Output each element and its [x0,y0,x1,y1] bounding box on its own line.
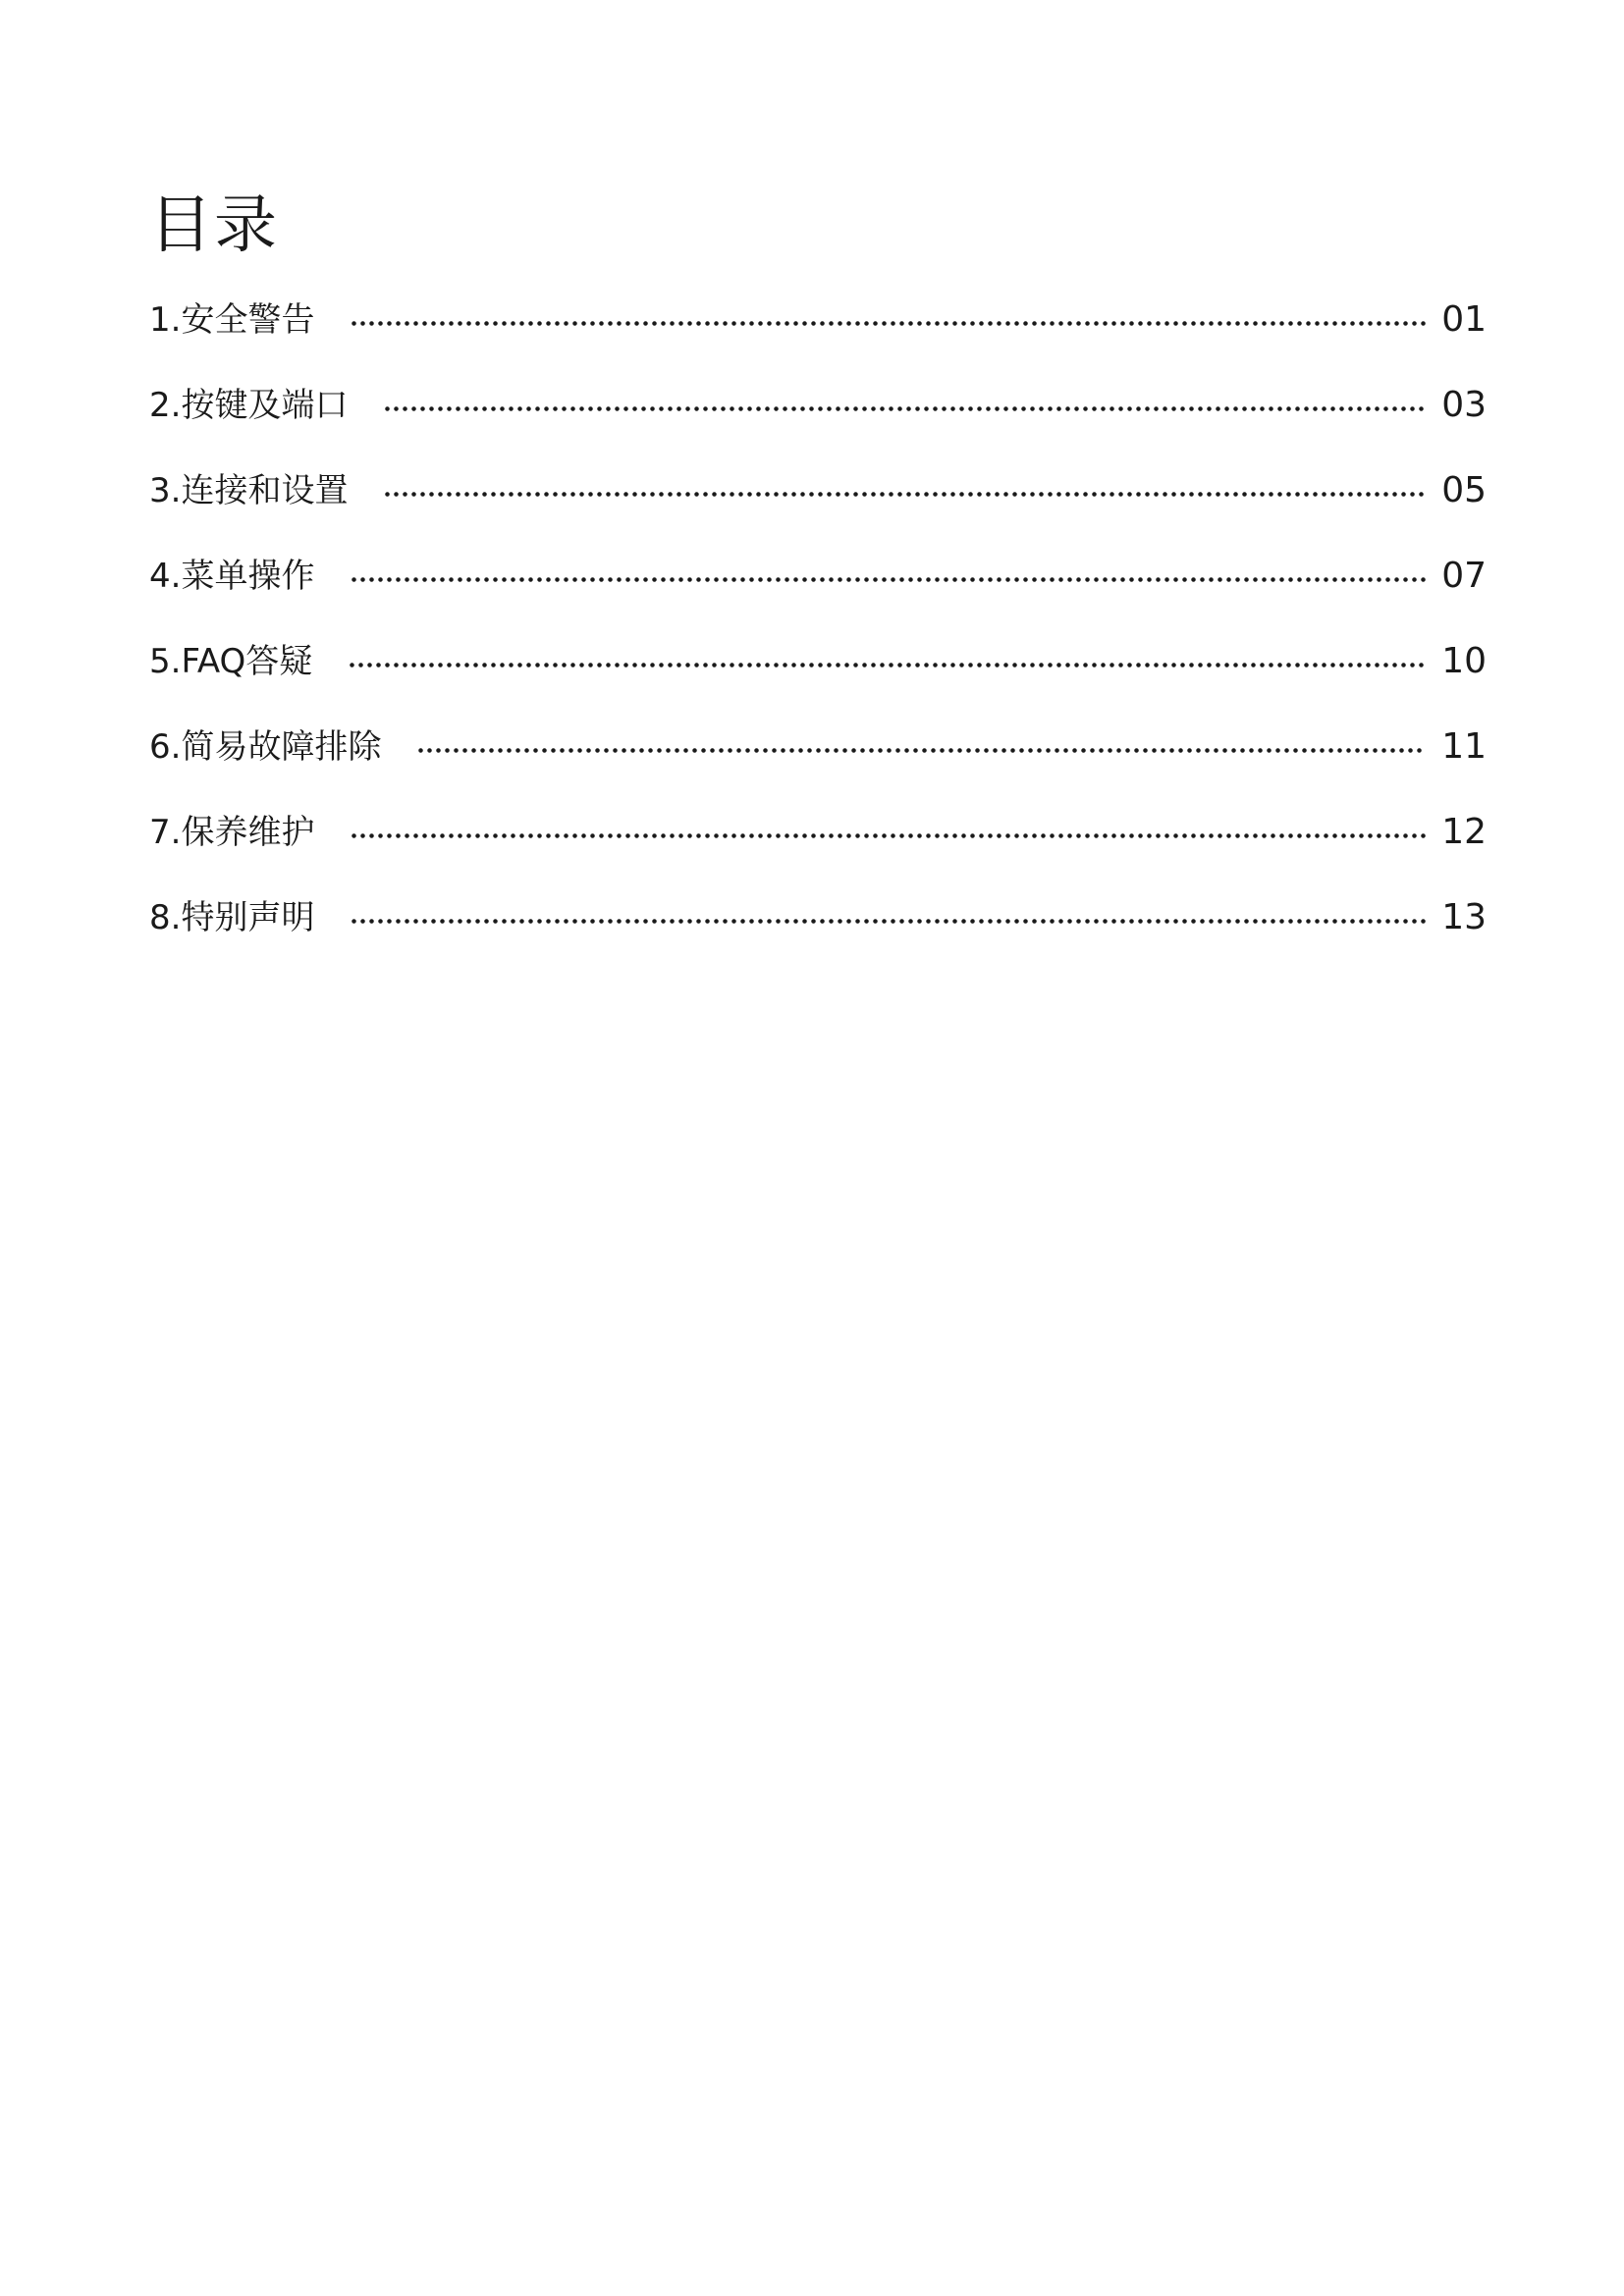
toc-list [149,291,1487,974]
toc-entry-label: 4.菜单操作 [149,557,315,596]
toc-entry-faq[interactable] [149,632,1487,691]
toc-entry-menu-operation[interactable] [149,547,1487,606]
dot-leader [416,748,1426,753]
toc-entry-page-number: 11 [1441,726,1487,767]
toc-entry-label: 3.连接和设置 [149,471,349,510]
dot-leader [383,492,1426,497]
toc-entry-page-number: 12 [1441,812,1487,852]
toc-entry-special-statement[interactable] [149,888,1487,947]
dot-leader [348,663,1426,667]
toc-entry-troubleshooting[interactable] [149,718,1487,776]
toc-entry-label: 6.简易故障排除 [149,727,382,767]
toc-title: 目录 [149,189,279,262]
dot-leader [350,577,1426,582]
toc-entry-maintenance[interactable] [149,803,1487,862]
dot-leader [350,919,1426,924]
toc-entry-label: 2.按键及端口 [149,386,349,425]
toc-entry-page-number: 01 [1441,299,1487,340]
toc-entry-page-number: 07 [1441,556,1487,596]
toc-entry-page-number: 03 [1441,385,1487,425]
toc-entry-safety-warning[interactable] [149,291,1487,349]
dot-leader [350,833,1426,838]
toc-entry-label: 8.特别声明 [149,898,315,937]
toc-entry-label: 1.安全警告 [149,300,315,340]
toc-entry-connection-setup[interactable] [149,461,1487,520]
toc-entry-label: 7.保养维护 [149,813,315,852]
dot-leader [350,321,1426,326]
toc-entry-page-number: 13 [1441,897,1487,937]
toc-entry-buttons-ports[interactable] [149,376,1487,435]
dot-leader [383,406,1426,411]
toc-entry-page-number: 10 [1441,641,1487,681]
toc-entry-label: 5.FAQ答疑 [149,642,313,681]
toc-entry-page-number: 05 [1441,470,1487,510]
